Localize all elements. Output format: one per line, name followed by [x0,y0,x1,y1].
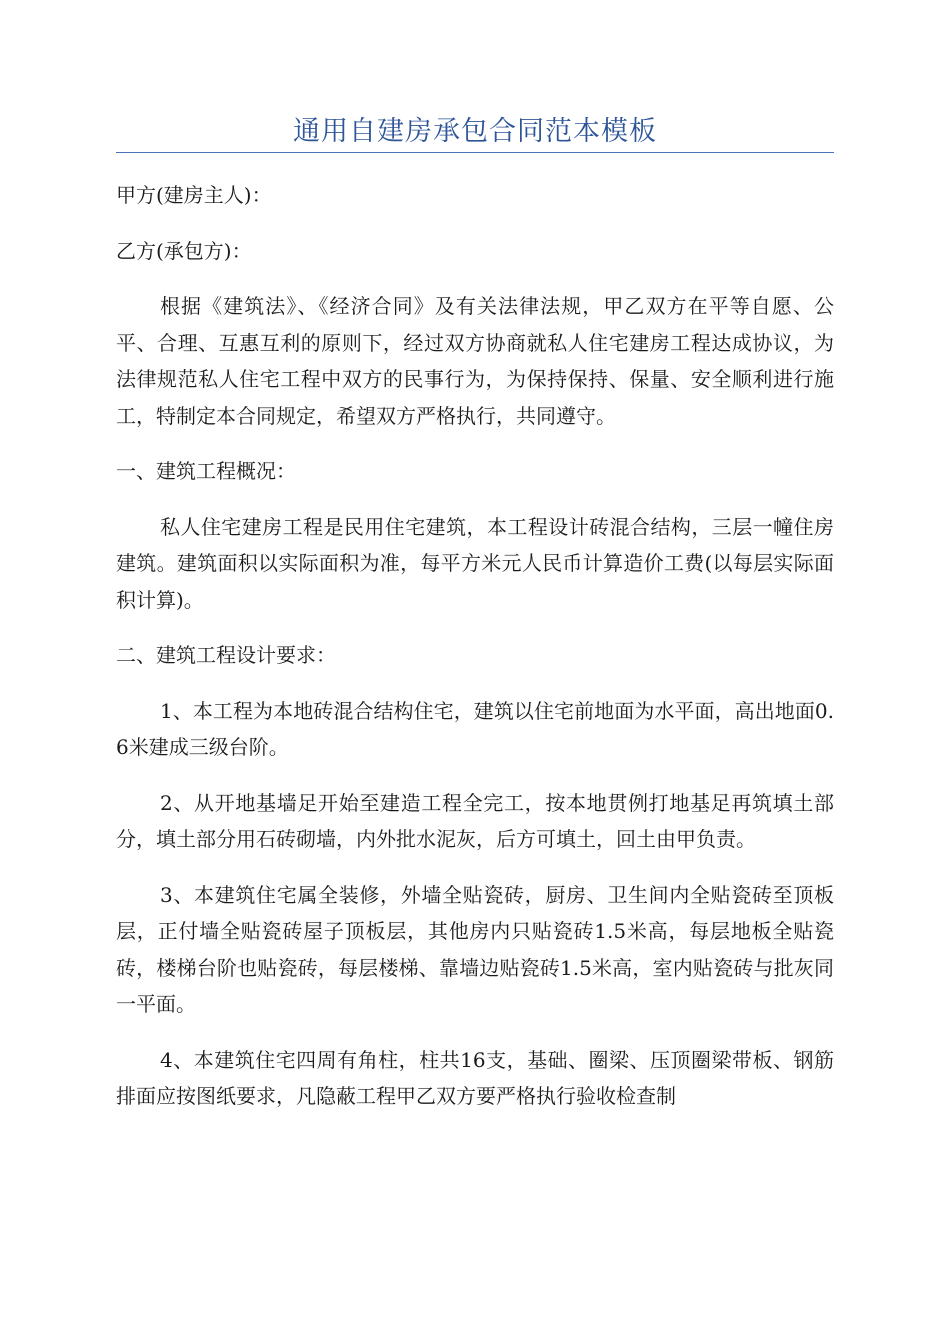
clause-item-4: 4、本建筑住宅四周有角柱，柱共16支，基础、圈梁、压顶圈梁带板、钢筋排面应按图纸要求，凡隐蔽工程甲乙双方要严格执行验收检查制 [116,1047,834,1108]
section-2-heading: 二、建筑工程设计要求： [116,643,336,667]
clause-item-1: 1、本工程为本地砖混合结构住宅，建筑以住宅前地面为水平面，高出地面0.6米建成三级台阶。 [116,698,834,759]
party-a-line: 甲方(建房主人)： [116,183,272,207]
clause-item-2: 2、从开地基墙足开始至建造工程全完工，按本地贯例打地基足再筑填土部分，填土部分用石砖砌墙，内外批水泥灰，后方可填土，回土由甲负责。 [116,790,834,851]
party-b-line: 乙方(承包方)： [116,238,252,263]
title-underline [116,152,834,153]
preamble-paragraph: 根据《建筑法》、《经济合同》及有关法律法规，甲乙双方在平等自愿、公平、合理、互惠互利的原则下，经过双方协商就私人住宅建房工程达成协议，为法律规范私人住宅工程中双方的民事行为，为保持保持、保量、安全顺利进行施工，特制定本合同规定，希望双方严格执行，共同遵守。 [116,294,834,428]
clause-item-3: 3、本建筑住宅属全装修，外墙全贴瓷砖，厨房、卫生间内全贴瓷砖至顶板层，正付墙全贴瓷砖屋子顶板层，其他房内只贴瓷砖1.5米高，每层地板全贴瓷砖，楼梯台阶也贴瓷砖，每层楼梯、靠墙边贴瓷砖1.5米高，室内贴瓷砖与批灰同一平面。 [116,882,834,1016]
document-page [116,0,834,1115]
document-title: 通用自建房承包合同范本模板 [293,116,657,147]
section-1-body: 私人住宅建房工程是民用住宅建筑，本工程设计砖混合结构，三层一幢住房建筑。建筑面积以实际面积为准，每平方米元人民币计算造价工费(以每层实际面积计算)。 [116,514,834,612]
section-1-heading: 一、建筑工程概况： [116,459,296,483]
